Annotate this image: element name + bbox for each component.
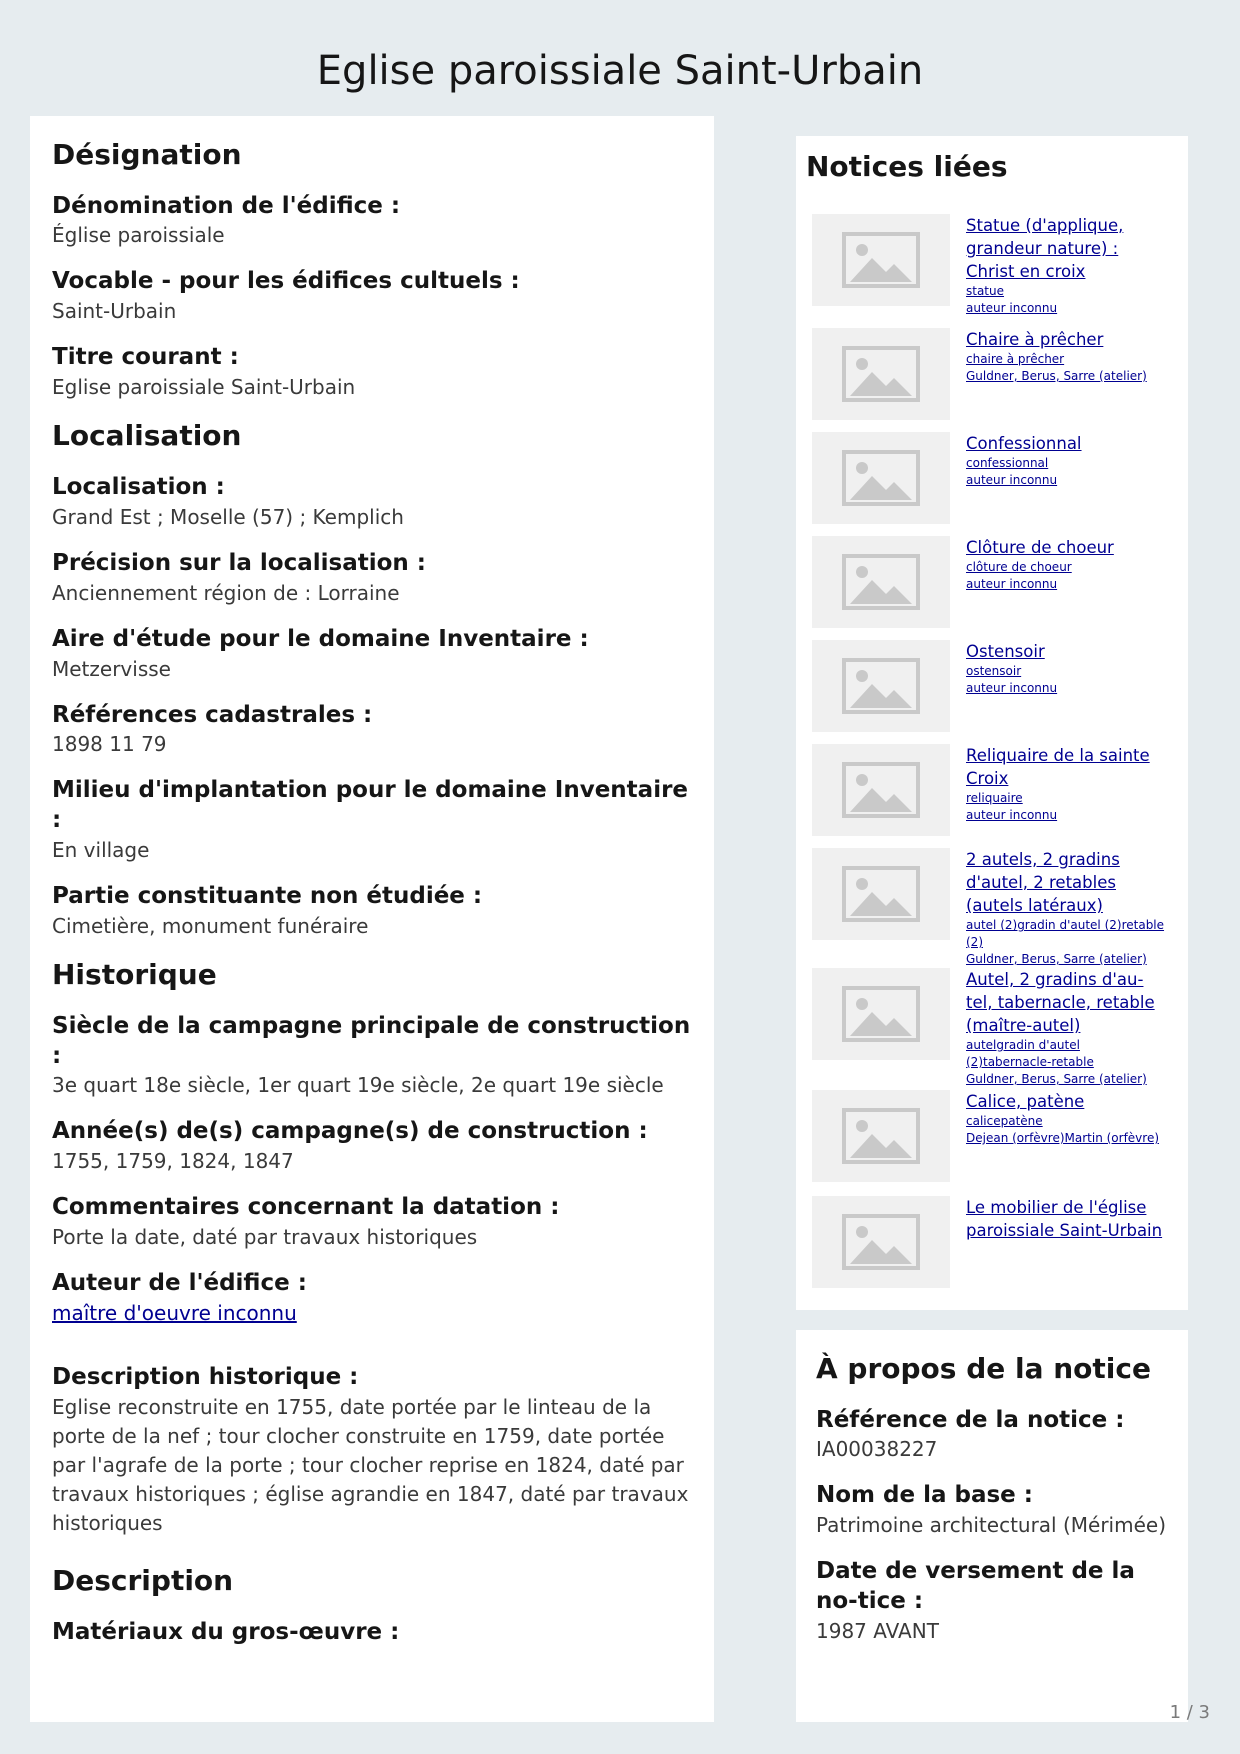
field-value: Grand Est ; Moselle (57) ; Kemplich [52,504,404,529]
field-value [52,1299,692,1327]
related-notice-title-link[interactable]: Reliquaire de la sainte Croix [966,746,1150,789]
field-label: Année(s) de(s) campagne(s) de construction : [52,1118,648,1145]
field-materiaux [52,1618,692,1648]
field-value: Anciennement région de : Lorraine [52,580,400,605]
field-value: Eglise reconstruite en 1755, date portée par le linteau de la porte de la nef ; tour clocher construite en 1759, date portée par l'agrafe de la porte ; tour clocher reprise en 1824, daté par travaux historiques ; église agrandie en 1847, daté par travaux historiques [52,1395,689,1536]
related-notice-text [966,640,1166,697]
related-notice-title-link[interactable]: Clôture de choeur [966,538,1114,557]
field-value: 1755, 1759, 1824, 1847 [52,1149,294,1174]
field-label: Dénomination de l'édifice : [52,192,401,219]
field-label: Siècle de la campagne principale de construction : [52,1012,691,1069]
related-notices-panel [796,136,1188,1310]
field-auteur [52,1269,692,1327]
field-cadastre [52,701,692,759]
related-notice-title-link[interactable]: Confessionnal [966,434,1082,453]
related-notice-author-link[interactable]: Dejean (orfèvre)Martin (orfèvre) [966,1130,1160,1145]
related-notice-author-link[interactable]: auteur inconnu [966,576,1058,591]
related-notice-title-link[interactable]: Statue (d'applique, grandeur nature) : Christ en croix [966,216,1124,282]
image-placeholder-icon[interactable] [812,1196,950,1288]
related-notice-text [966,744,1166,824]
image-placeholder-icon[interactable] [812,848,950,940]
related-notices-heading: Notices liées [806,150,1008,183]
related-notice-title-link[interactable]: Chaire à prêcher [966,330,1104,349]
field-milieu [52,776,692,864]
related-notice-type-link[interactable]: chaire à prêcher [966,352,1065,367]
field-titre [52,343,692,401]
field-label: Aire d'étude pour le domaine Inventaire : [52,625,589,652]
image-placeholder-icon[interactable] [812,214,950,306]
related-notice-type-link[interactable]: clôture de choeur [966,560,1072,575]
field-value: 1898 11 79 [52,732,167,757]
field-commentaires [52,1193,692,1251]
related-notice-type-link[interactable]: reliquaire [966,791,1023,806]
image-placeholder-icon[interactable] [812,968,950,1060]
image-placeholder-icon[interactable] [812,640,950,732]
image-placeholder-icon[interactable] [812,744,950,836]
related-notice-title-link[interactable]: Calice, patène [966,1092,1085,1111]
related-notice-author-link[interactable]: Guldner, Berus, Sarre (atelier) [966,1071,1147,1086]
field-label: Auteur de l'édifice : [52,1270,307,1297]
main-content [30,116,714,1722]
image-placeholder-icon[interactable] [812,1090,950,1182]
field-label: Nom de la base : [816,1482,1033,1509]
field-value: Saint-Urbain [52,299,177,324]
field-value: Patrimoine architectural (Mérimée) [816,1513,1167,1538]
field-label: Date de versement de la no-tice : [816,1558,1135,1615]
section-heading-designation: Désignation [52,138,242,171]
field-description-historique [52,1363,692,1538]
field-label: Vocable - pour les édifices cultuels : [52,268,520,295]
image-placeholder-icon[interactable] [812,328,950,420]
section-heading-localisation: Localisation [52,419,242,453]
related-notice-author-link[interactable]: Guldner, Berus, Sarre (atelier) [966,951,1147,966]
related-notice-title-link[interactable]: Autel, 2 gradins d'au-tel, tabernacle, retable (maître-autel) [966,970,1155,1036]
field-partie [52,882,692,940]
related-notice-author-link[interactable]: auteur inconnu [966,472,1058,487]
related-notice-text [966,1196,1166,1242]
image-placeholder-icon[interactable] [812,432,950,524]
related-notice-type-link[interactable]: statue [966,284,1005,299]
field-label: Titre courant : [52,344,239,371]
field-label: Localisation : [52,473,225,500]
section-heading-historique: Historique [52,958,217,992]
field-precision [52,549,692,607]
field-label: Description historique : [52,1364,359,1391]
field-label: Précision sur la localisation : [52,549,426,576]
related-notice-text [966,214,1166,317]
field-siecle [52,1012,692,1100]
field-value: 3e quart 18e siècle, 1er quart 19e siècle, 2e quart 19e siècle [52,1073,664,1098]
about-panel [796,1330,1188,1722]
related-notice-author-link[interactable]: auteur inconnu [966,301,1058,316]
related-notice-title-link[interactable]: Ostensoir [966,642,1045,661]
field-annees [52,1117,692,1175]
related-notice-text [966,432,1166,489]
field-value: Église paroissiale [52,223,225,248]
field-label: Références cadastrales : [52,701,373,728]
field-label: Matériaux du gros-œuvre : [52,1618,400,1645]
related-notice-text [966,848,1166,968]
field-value: 1987 AVANT [816,1619,939,1644]
about-heading: À propos de la notice [816,1352,1151,1385]
related-notice-type-link[interactable]: autel (2)gradin d'autel (2)retable (2) [966,918,1165,950]
field-value: Eglise paroissiale Saint-Urbain [52,375,356,400]
related-notice-text [966,1090,1166,1147]
field-label: Référence de la notice : [816,1406,1125,1433]
related-notice-author-link[interactable]: auteur inconnu [966,680,1058,695]
field-base [816,1481,1168,1539]
auteur-link[interactable]: maître d'oeuvre inconnu [52,1301,297,1326]
related-notice-type-link[interactable]: calicepatène [966,1114,1043,1129]
related-notice-text [966,328,1166,385]
related-notice-type-link[interactable]: autelgradin d'autel (2)tabernacle-retable [966,1038,1094,1070]
related-notice-title-link[interactable]: Le mobilier de l'église paroissiale Saint-Urbain [966,1198,1163,1241]
field-value: Cimetière, monument funéraire [52,914,369,939]
field-reference [816,1406,1168,1464]
field-value: En village [52,838,150,863]
field-value: Metzervisse [52,656,171,681]
related-notice-author-link[interactable]: auteur inconnu [966,807,1058,822]
field-localisation [52,473,692,531]
field-aire [52,625,692,683]
related-notice-text [966,968,1166,1088]
related-notice-author-link[interactable]: Guldner, Berus, Sarre (atelier) [966,368,1147,383]
page-title: Eglise paroissiale Saint-Urbain [316,48,924,94]
section-heading-description: Description [52,1564,234,1598]
related-notice-title-link[interactable]: 2 autels, 2 gradins d'autel, 2 retables (autels latéraux) [966,850,1120,916]
field-denomination [52,192,692,250]
related-notice-type-link[interactable]: ostensoir [966,664,1022,679]
field-value: IA00038227 [816,1437,938,1462]
related-notice-type-link[interactable]: confessionnal [966,456,1049,471]
field-label: Milieu d'implantation pour le domaine Inventaire : [52,777,689,834]
field-date-versement [816,1557,1168,1645]
related-notice-text [966,536,1166,593]
field-label: Commentaires concernant la datation : [52,1194,560,1221]
image-placeholder-icon[interactable] [812,536,950,628]
field-vocable [52,267,692,325]
field-label: Partie constituante non étudiée : [52,883,483,910]
page-number: 1 / 3 [1169,1702,1210,1723]
field-value: Porte la date, daté par travaux historiques [52,1225,478,1250]
